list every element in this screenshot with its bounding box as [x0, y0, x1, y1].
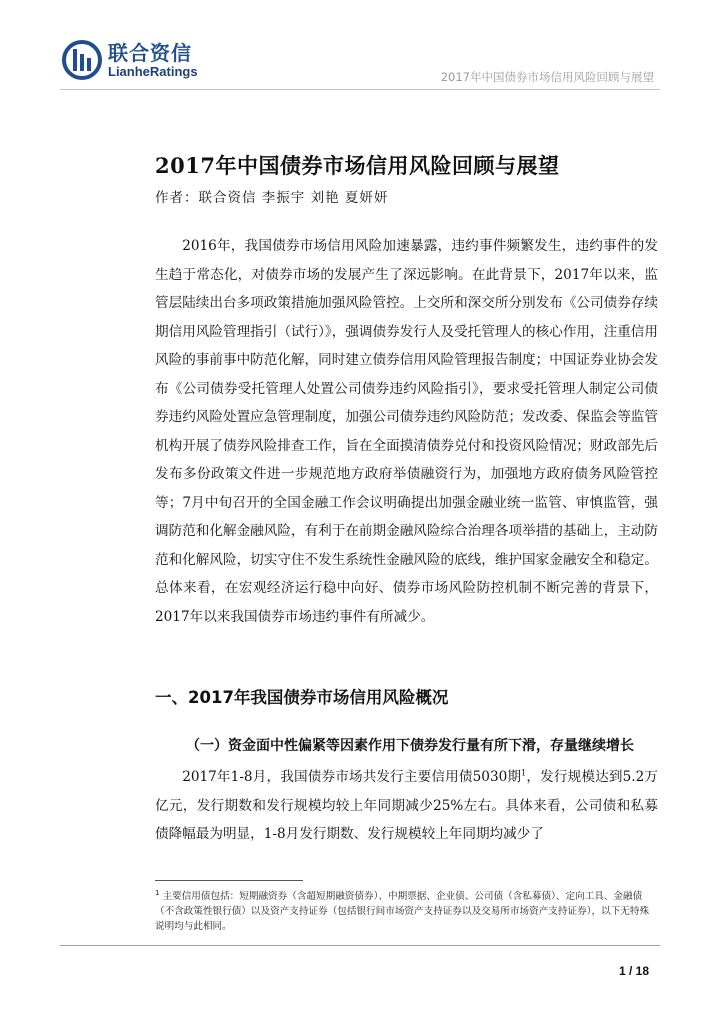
intro-paragraph-text: 2016年，我国债券市场信用风险加速暴露，违约事件频繁发生，违约事件的发生趋于常态化，对债券市场的发展产生了深远影响。在此背景下，2017年以来，监管层陆续出台多项政策措施加强风险管控。上交所和深交所分别发布《公司债券存续期信用风险管理指引（试行）》，强调债券发行人及受托管理人的核心作用，注重信用风险的事前事中防范化解，同时建立债券信用风险管理报告制度；中国证券业协会发布《公司债券受托管理人处置公司债券违约风险指引》，要求受托管理人制定公司债券违约风险处置应急管理制度，加强公司债券违约风险防范；发改委、保监会等监管机构开展了债券风险排查工作，旨在全面摸清债券兑付和投资风险情况；财政部先后发布多份政策文件进一步规范地方政府举债融资行为，加强地方政府债务风险管控等；7月中旬召开的全国金融工作会议明确提出加强金融业统一监管、审慎监管，强调防范和化解金融风险，有利于在前期金融风险综合治理各项举措的基础上，主动防范和化解风险，切实守住不发生系统性金融风险的底线，维护国家金融安全和稳定。总体来看，在宏观经济运行稳中向好、债券市场风险防控机制不断完善的背景下，2017年以来我国债券市场违约事件有所减少。: [155, 238, 658, 625]
logo-chinese-name: 联合资信: [108, 40, 192, 65]
body-paragraph: [155, 763, 658, 849]
body-text-part1: 2017年1-8月，我国债券市场共发行主要信用债5030期: [182, 769, 522, 785]
running-header-title: 2017年中国债券市场信用风险回顾与展望: [440, 70, 654, 84]
intro-paragraph: [155, 232, 658, 631]
page-header: [0, 0, 724, 100]
footnote-text: 主要信用债包括：短期融资券（含超短期融资债券）、中期票据、企业债、公司债（含私募债）、定向工具、金融债（不含政策性银行债）以及资产支持证券（包括银行间市场资产支持证券以及交易所市场资产支持证券），以下无特殊说明均与此相同。: [155, 891, 650, 933]
document-authors: 作者：联合资信 李振宇 刘艳 夏妍妍: [155, 190, 389, 206]
page-number: 1 / 18: [618, 964, 649, 978]
footnote-divider: [155, 880, 303, 881]
body-text-part2: ，发行规模达到5.2万亿元，发行期数和发行规模均较上年同期减少25%左右。具体来看，公司债和私募债降幅最为明显，1-8月发行期数、发行规模较上年同期均减少了: [155, 769, 658, 842]
lianhe-logo-icon: [62, 40, 102, 80]
logo-english-name: LianheRatings: [108, 63, 198, 79]
footnote-mark: 1: [155, 889, 160, 897]
subsection-heading: （一）资金面中性偏紧等因素作用下债券发行量有所下滑，存量继续增长: [186, 738, 634, 754]
footnote-reference[interactable]: 1: [521, 768, 527, 778]
footnote: [155, 886, 655, 934]
header-divider: [60, 89, 660, 90]
document-title: 2017年中国债券市场信用风险回顾与展望: [155, 153, 560, 178]
footer-divider: [60, 945, 660, 946]
body-paragraph-text: [155, 763, 658, 849]
company-logo: [62, 40, 198, 80]
section-heading: 一、2017年我国债券市场信用风险概况: [155, 688, 449, 707]
